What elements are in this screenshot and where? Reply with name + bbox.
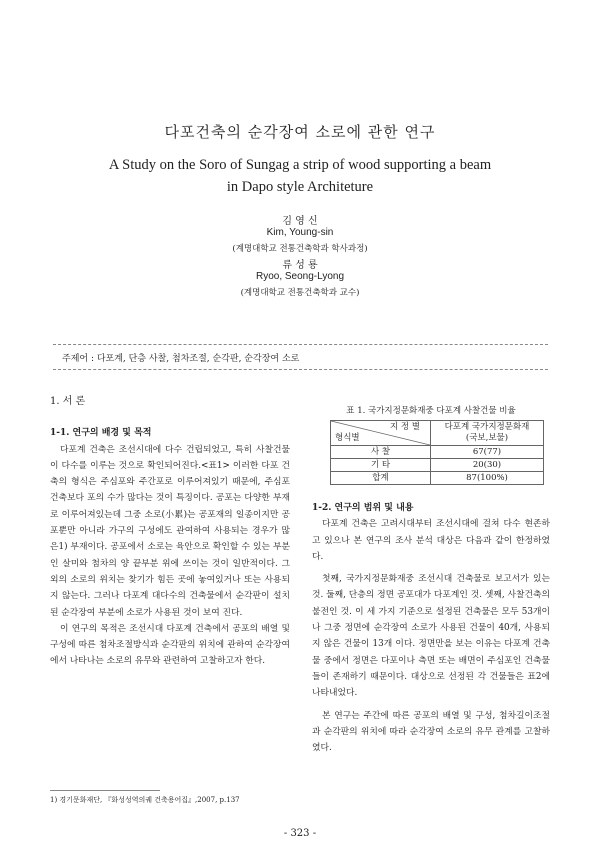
subsection-heading-scope: 1-2. 연구의 범위 및 내용	[312, 503, 414, 513]
table-row	[331, 472, 544, 485]
paragraph-criteria: 첫째, 국가지정문화재중 조선시대 건축물로 보고서가 있는 것. 둘째, 단층의 정면 공포대가 다포계인 것. 셋째, 사찰건축의 불전인 것. 이 세 가지 기준으로 설정된 건축물은 모두 53개이나 그중 정면에 순각장여 소로가 사용된 건물이 40개, 사용되지 않은 건물이 13개 이다. 정면만을 보는 이유는 다포계 건축물 중에서 정면은 다포이나 측면 또는 배면이 주심포인 건축물들이 존재하기 때문이다. 대상으로 선정된 각 건물들은 표2에 나타내었다.	[312, 574, 550, 699]
footnote: 1) 경기문화재단, 『화성성역의궤 건축용어집』,2007, p.137	[50, 796, 240, 804]
section-heading-introduction: 1. 서 론	[50, 396, 86, 407]
table-row-label: 기 타	[331, 459, 431, 472]
table-row-value: 67(77)	[431, 446, 544, 459]
author2-name-ko: 류 성 룡	[282, 260, 318, 271]
title-english-line2: in Dapo style Architeture	[226, 179, 374, 195]
title-korean: 다포건축의 순각장여 소로에 관한 연구	[164, 123, 436, 141]
right-column	[312, 500, 550, 756]
left-column	[50, 394, 290, 670]
table-header-designation: 지 정 별	[389, 422, 420, 432]
table-col-header-line2: (국보,보물)	[465, 433, 509, 443]
table-row-value: 87(100%)	[431, 472, 544, 485]
table-caption: 표 1. 국가지정문화재중 다포계 사찰건물 비율	[346, 406, 516, 416]
author1-name-en: Kim, Young-sin	[266, 227, 334, 238]
table-corner-cell	[331, 421, 431, 446]
title-english	[40, 154, 560, 198]
table-row-label: 합계	[331, 472, 431, 485]
table-col-header	[431, 421, 544, 446]
table-row-label: 사 찰	[331, 446, 431, 459]
paragraph-method: 본 연구는 주간에 따른 공포의 배열 및 구성, 첨차길이조절과 순각판의 위치에 따라 순각장여 소로의 유무 관계를 고찰하였다.	[312, 710, 550, 754]
paragraph-background: 다포계 건축은 조선시대에 다수 건립되었고, 특히 사찰건물이 다수를 이루는 것으로 확인되어진다.<표1> 이러한 다포 건축의 형식은 주심포와 주간포로 이루어져있기 때문에, 주심포 건축보다 포의 수가 많다는 것이 특징이다. 공포는 다양한 부재로 이루어져있는데 그중 소로(小累)는 공포재의 일종이지만 공포뿐만 아니라 가구의 구성에도 관여하여 사용되는 경우가 많은1) 부재이다. 공포에서 소로는 육안으로 확인할 수 있는 부분인 살미와 첨차의 양 끝부분 위에 쓰이는 것이 일반적이다. 그 외의 소로의 위치는 찾기가 힘든 곳에 놓여있거나 또는 사용되지 않는다. 그러나 다포계 대다수의 건축물에서 순각판이 설치된 순각장여 부분에 소로가 사용된 것이 보여 진다.	[50, 444, 290, 618]
keywords-top-rule	[53, 344, 548, 345]
table-row	[331, 459, 544, 472]
author1-name-ko: 김 영 신	[282, 216, 318, 227]
author2-affiliation: (계명대학교 전통건축학과 교수)	[240, 288, 360, 298]
table-col-header-line1: 다포계 국가지정문화재	[444, 422, 530, 432]
paragraph-purpose: 이 연구의 목적은 조선시대 다포계 건축에서 공포의 배열 및 구성에 따른 첨차조절방식과 순각판의 위치에 관하여 순각장여에서 나타나는 소로의 유무와 관련하여 고찰하고자 한다.	[50, 623, 290, 667]
keywords-bottom-rule	[53, 369, 548, 370]
paragraph-scope: 다포계 건축은 고려시대부터 조선시대에 걸쳐 다수 현존하고 있으나 본 연구의 조사 분석 대상은 다음과 같이 한정하였다.	[312, 519, 550, 562]
table-header-type: 형식별	[335, 433, 360, 443]
title-english-line1: A Study on the Soro of Sungag a strip of wood supporting a beam	[108, 157, 492, 173]
subsection-heading-background: 1-1. 연구의 배경 및 목적	[50, 428, 152, 439]
footnote-rule	[50, 790, 160, 791]
page-number: - 323 -	[283, 828, 317, 839]
author2-name-en: Ryoo, Seong-Lyong	[255, 271, 345, 282]
author1-affiliation: (계명대학교 전통건축학과 학사과정)	[232, 244, 368, 254]
designation-table	[330, 420, 544, 485]
keywords: 주제어 : 다포계, 단층 사찰, 첨차조절, 순각판, 순각장여 소로	[62, 354, 300, 364]
table-container	[330, 420, 544, 485]
table-row-value: 20(30)	[431, 459, 544, 472]
table-row	[331, 446, 544, 459]
